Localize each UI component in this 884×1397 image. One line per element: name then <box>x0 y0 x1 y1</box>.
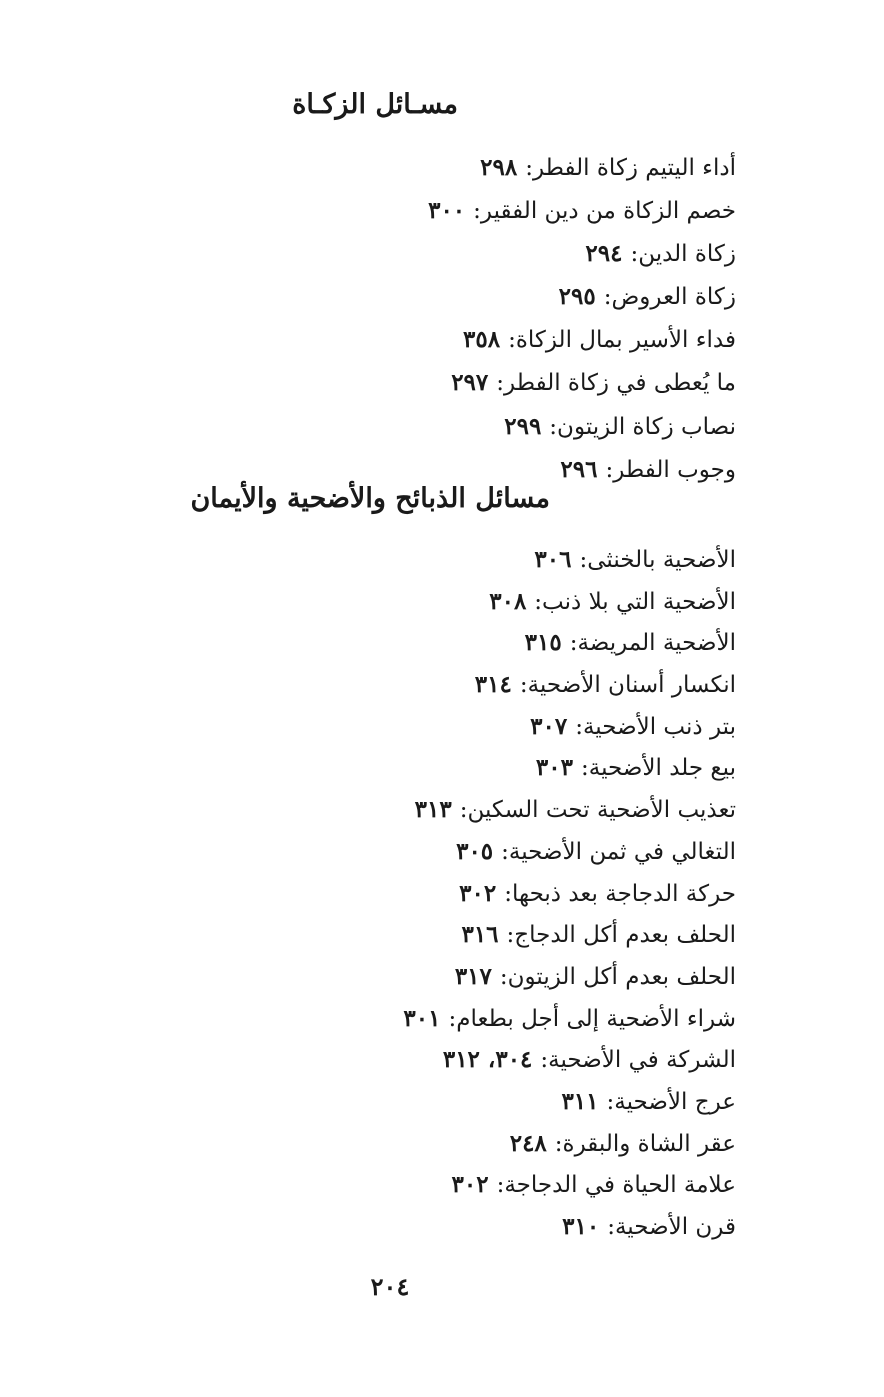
entry-label: الأضحية بالخنثى <box>587 547 736 573</box>
entry-label: تعذيب الأضحية تحت السكين <box>467 797 736 824</box>
entry-page-numbers: ٣٠٠ <box>428 197 466 225</box>
entry-page-numbers: ٢٩٨ <box>480 154 518 181</box>
entry-page-numbers: ٣٠٣ <box>535 754 573 782</box>
entry-label: وجوب الفطر <box>613 456 736 483</box>
entry-label: الشركة في الأضحية <box>548 1047 736 1074</box>
entry-label: انكسار أسنان الأضحية <box>527 672 736 699</box>
entry-separator: : <box>579 547 588 573</box>
index-entry <box>403 789 736 831</box>
index-entry <box>403 706 736 748</box>
index-entry <box>428 232 736 275</box>
entry-separator: : <box>448 1005 457 1032</box>
index-entry <box>403 873 736 915</box>
entry-page-numbers: ٣٠٦ <box>534 546 572 573</box>
entry-label: زكاة الدين <box>638 241 736 268</box>
entry-page-numbers: ٢٩٩ <box>504 412 542 440</box>
entry-page-numbers: ٣١٧ <box>454 962 492 990</box>
entry-label: قرن الأضحية <box>614 1214 736 1240</box>
index-entry <box>403 1123 736 1165</box>
entry-separator: : <box>569 630 578 657</box>
entry-page-numbers: ٣١٤ <box>474 671 512 699</box>
entry-separator: : <box>534 588 543 615</box>
entry-page-numbers: ٣٠١ <box>403 1004 441 1032</box>
entry-separator: : <box>605 456 614 483</box>
index-entry <box>428 318 736 361</box>
entry-separator: : <box>519 672 528 699</box>
entry-separator: : <box>496 370 505 397</box>
index-entry <box>403 1206 736 1248</box>
entry-page-numbers: ٣١٣ <box>414 796 452 824</box>
entry-page-numbers: ٢٤٨ <box>509 1129 547 1157</box>
entry-page-numbers: ٢٩٧ <box>451 369 489 397</box>
entry-page-numbers: ٣٠٥ <box>456 837 494 865</box>
entry-separator: : <box>473 198 481 225</box>
entry-label: الحلف بعدم أكل الدجاج <box>514 922 736 949</box>
entry-separator: : <box>603 284 612 311</box>
index-entry <box>403 539 736 581</box>
entry-label: ما يُعطى في زكاة الفطر <box>504 370 736 397</box>
entry-separator: : <box>496 1172 505 1199</box>
entry-separator: : <box>549 413 558 440</box>
entry-label: الأضحية التي بلا ذنب <box>542 588 736 615</box>
entry-label: زكاة العروض <box>611 284 736 311</box>
index-entry <box>403 998 736 1040</box>
slaughter-entries <box>403 539 736 1248</box>
index-entry <box>403 956 736 998</box>
entry-separator: : <box>525 155 533 181</box>
index-entry <box>403 1081 736 1123</box>
zakat-entries <box>428 146 736 491</box>
index-entry <box>403 914 736 956</box>
index-entry <box>403 747 736 789</box>
index-entry <box>403 622 736 664</box>
entry-separator: : <box>630 241 639 268</box>
entry-page-numbers: ٣٥٨ <box>463 326 501 354</box>
entry-separator: : <box>554 1130 563 1157</box>
entry-page-numbers: ٣٠٢ <box>451 1171 489 1199</box>
entry-separator: : <box>459 797 468 824</box>
entry-page-numbers: ٢٩٦ <box>560 455 598 483</box>
page-number: ٢٠٤ <box>370 1272 410 1301</box>
entry-separator: : <box>501 838 509 865</box>
entry-separator: : <box>575 713 583 740</box>
index-entry <box>403 581 736 623</box>
index-entry <box>428 275 736 318</box>
entry-page-numbers: ٣٠٨ <box>489 587 527 615</box>
entry-label: بيع جلد الأضحية <box>588 755 736 782</box>
entry-page-numbers: ٣١١ <box>561 1087 599 1115</box>
entry-separator: : <box>506 922 515 949</box>
entry-page-numbers: ٢٩٤ <box>585 240 623 268</box>
entry-label: الأضحية المريضة <box>577 630 736 657</box>
entry-page-numbers: ٣١٦ <box>461 921 499 949</box>
entry-label: أداء اليتيم زكاة الفطر <box>532 155 736 181</box>
entry-page-numbers: ٢٩٥ <box>558 283 596 311</box>
entry-page-numbers: ٣٠٧ <box>530 712 568 740</box>
entry-label: التغالي في ثمن الأضحية <box>508 838 736 865</box>
entry-label: علامة الحياة في الدجاجة <box>504 1172 736 1199</box>
entry-separator: : <box>508 327 516 354</box>
entry-page-numbers: ٣٠٢ <box>459 879 497 907</box>
entry-label: حركة الدجاجة بعد ذبحها <box>511 880 736 907</box>
entry-separator: : <box>540 1047 549 1074</box>
section-heading-zakat: مسـائل الزكـاة <box>292 89 458 120</box>
entry-page-numbers: ٣١٥ <box>524 629 562 657</box>
entry-separator: : <box>606 1088 615 1115</box>
entry-separator: : <box>607 1214 615 1240</box>
entry-label: الحلف بعدم أكل الزيتون <box>507 963 736 990</box>
entry-label: فداء الأسير بمال الزكاة <box>515 327 736 354</box>
entry-page-numbers: ٣١٠ <box>562 1213 600 1240</box>
index-entry <box>403 664 736 706</box>
index-entry <box>403 1164 736 1206</box>
entry-separator: : <box>499 963 508 990</box>
index-entry <box>428 146 736 189</box>
entry-separator: : <box>580 755 589 782</box>
index-entry <box>428 361 736 404</box>
entry-label: بتر ذنب الأضحية <box>582 713 736 740</box>
index-entry <box>428 405 736 448</box>
entry-label: عرج الأضحية <box>614 1088 736 1115</box>
entry-separator: : <box>504 880 512 907</box>
entry-label: خصم الزكاة من دين الفقير <box>480 198 736 225</box>
entry-label: عقر الشاة والبقرة <box>562 1130 736 1157</box>
entry-label: شراء الأضحية إلى أجل بطعام <box>456 1005 736 1032</box>
entry-page-numbers: ٣٠٤، ٣١٢ <box>442 1046 533 1074</box>
index-entry <box>428 189 736 232</box>
entry-label: نصاب زكاة الزيتون <box>557 413 736 440</box>
index-entry <box>403 831 736 873</box>
index-entry <box>403 1039 736 1081</box>
section-heading-slaughter: مسائل الذبائح والأضحية والأيمان <box>190 483 550 514</box>
